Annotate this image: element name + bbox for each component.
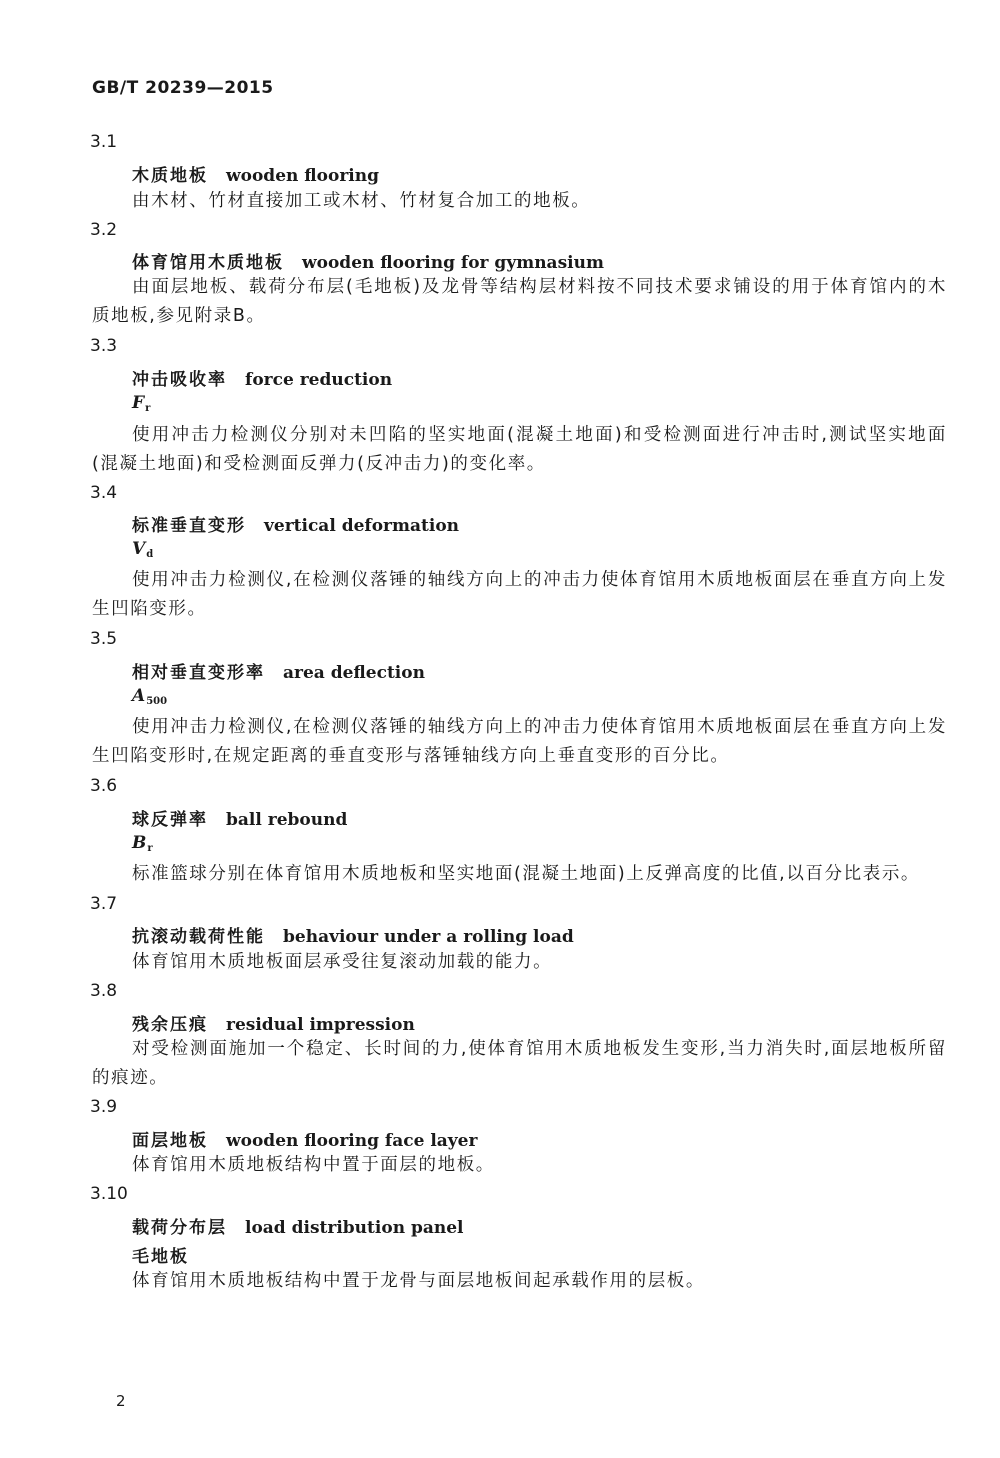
term-heading [132,511,459,536]
term-definition: 由木材、竹材直接加工或木材、竹材复合加工的地板。 [132,191,591,211]
term-symbol [132,833,153,854]
term-en: force reduction [245,370,393,390]
entry-number: 3.4 [90,483,118,503]
entry-number: 3.9 [90,1097,118,1117]
term-zh: 面层地板 [132,1131,208,1151]
term-en: wooden flooring [226,166,379,186]
term-symbol [132,539,153,560]
entry-number: 3.3 [90,336,118,356]
term-zh: 相对垂直变形率 [132,663,265,683]
term-en: wooden flooring face layer [226,1131,478,1151]
alternative-term: 毛地板 [132,1247,189,1267]
symbol-base: F [132,393,145,413]
term-zh: 球反弹率 [132,810,208,830]
term-definition: 标准篮球分别在体育馆用木质地板和坚实地面(混凝土地面)上反弹高度的比值,以百分比表示。 [132,864,921,884]
term-en: ball rebound [226,810,348,830]
term-heading [132,922,574,947]
symbol-base: B [132,833,147,853]
term-heading [132,365,392,390]
symbol-base: V [132,539,146,559]
symbol-base: A [132,686,146,706]
term-zh: 残余压痕 [132,1015,208,1035]
term-en: vertical deformation [264,516,460,536]
term-definition: 使用冲击力检测仪,在检测仪落锤的轴线方向上的冲击力使体育馆用木质地板面层在垂直方向上发生凹陷变形。 [92,570,947,619]
entry-number: 3.5 [90,629,118,649]
page-number: 2 [116,1392,126,1410]
term-heading [132,1213,464,1238]
term-definition: 体育馆用木质地板结构中置于龙骨与面层地板间起承载作用的层板。 [132,1271,705,1291]
term-zh: 抗滚动载荷性能 [132,927,265,947]
entry-number: 3.1 [90,132,118,152]
term-definition: 体育馆用木质地板结构中置于面层的地板。 [132,1155,495,1175]
entry-number: 3.2 [90,220,118,240]
term-zh: 标准垂直变形 [132,516,246,536]
term-symbol [132,393,150,414]
term-en: wooden flooring for gymnasium [302,253,604,273]
term-definition: 体育馆用木质地板面层承受往复滚动加载的能力。 [132,952,553,972]
term-heading [132,248,604,273]
term-en: residual impression [226,1015,415,1035]
term-symbol [132,686,167,707]
term-en: area deflection [283,663,425,683]
term-heading [132,658,425,683]
term-heading [132,1126,477,1151]
symbol-subscript: d [146,549,154,560]
term-en: behaviour under a rolling load [283,927,574,947]
entry-number: 3.10 [90,1184,128,1204]
term-heading [132,1010,415,1035]
term-definition: 由面层地板、载荷分布层(毛地板)及龙骨等结构层材料按不同技术要求铺设的用于体育馆内的木质地板,参见附录B。 [92,277,947,326]
entry-number: 3.8 [90,981,118,1001]
symbol-subscript: r [145,403,151,414]
term-heading [132,161,379,186]
term-zh: 载荷分布层 [132,1218,227,1238]
term-en: load distribution panel [245,1218,464,1238]
entry-number: 3.7 [90,894,118,914]
standard-code: GB/T 20239—2015 [92,78,274,98]
term-definition: 使用冲击力检测仪分别对未凹陷的坚实地面(混凝土地面)和受检测面进行冲击时,测试坚实地面(混凝土地面)和受检测面反弹力(反冲击力)的变化率。 [92,425,947,474]
term-heading [132,805,347,830]
term-zh: 木质地板 [132,166,208,186]
term-zh: 冲击吸收率 [132,370,227,390]
term-definition: 对受检测面施加一个稳定、长时间的力,使体育馆用木质地板发生变形,当力消失时,面层地板所留的痕迹。 [92,1039,947,1088]
term-definition: 使用冲击力检测仪,在检测仪落锤的轴线方向上的冲击力使体育馆用木质地板面层在垂直方向上发生凹陷变形时,在规定距离的垂直变形与落锤轴线方向上垂直变形的百分比。 [92,717,947,766]
symbol-subscript: 500 [146,696,168,707]
symbol-subscript: r [147,843,153,854]
entry-number: 3.6 [90,776,118,796]
term-zh: 体育馆用木质地板 [132,253,284,273]
